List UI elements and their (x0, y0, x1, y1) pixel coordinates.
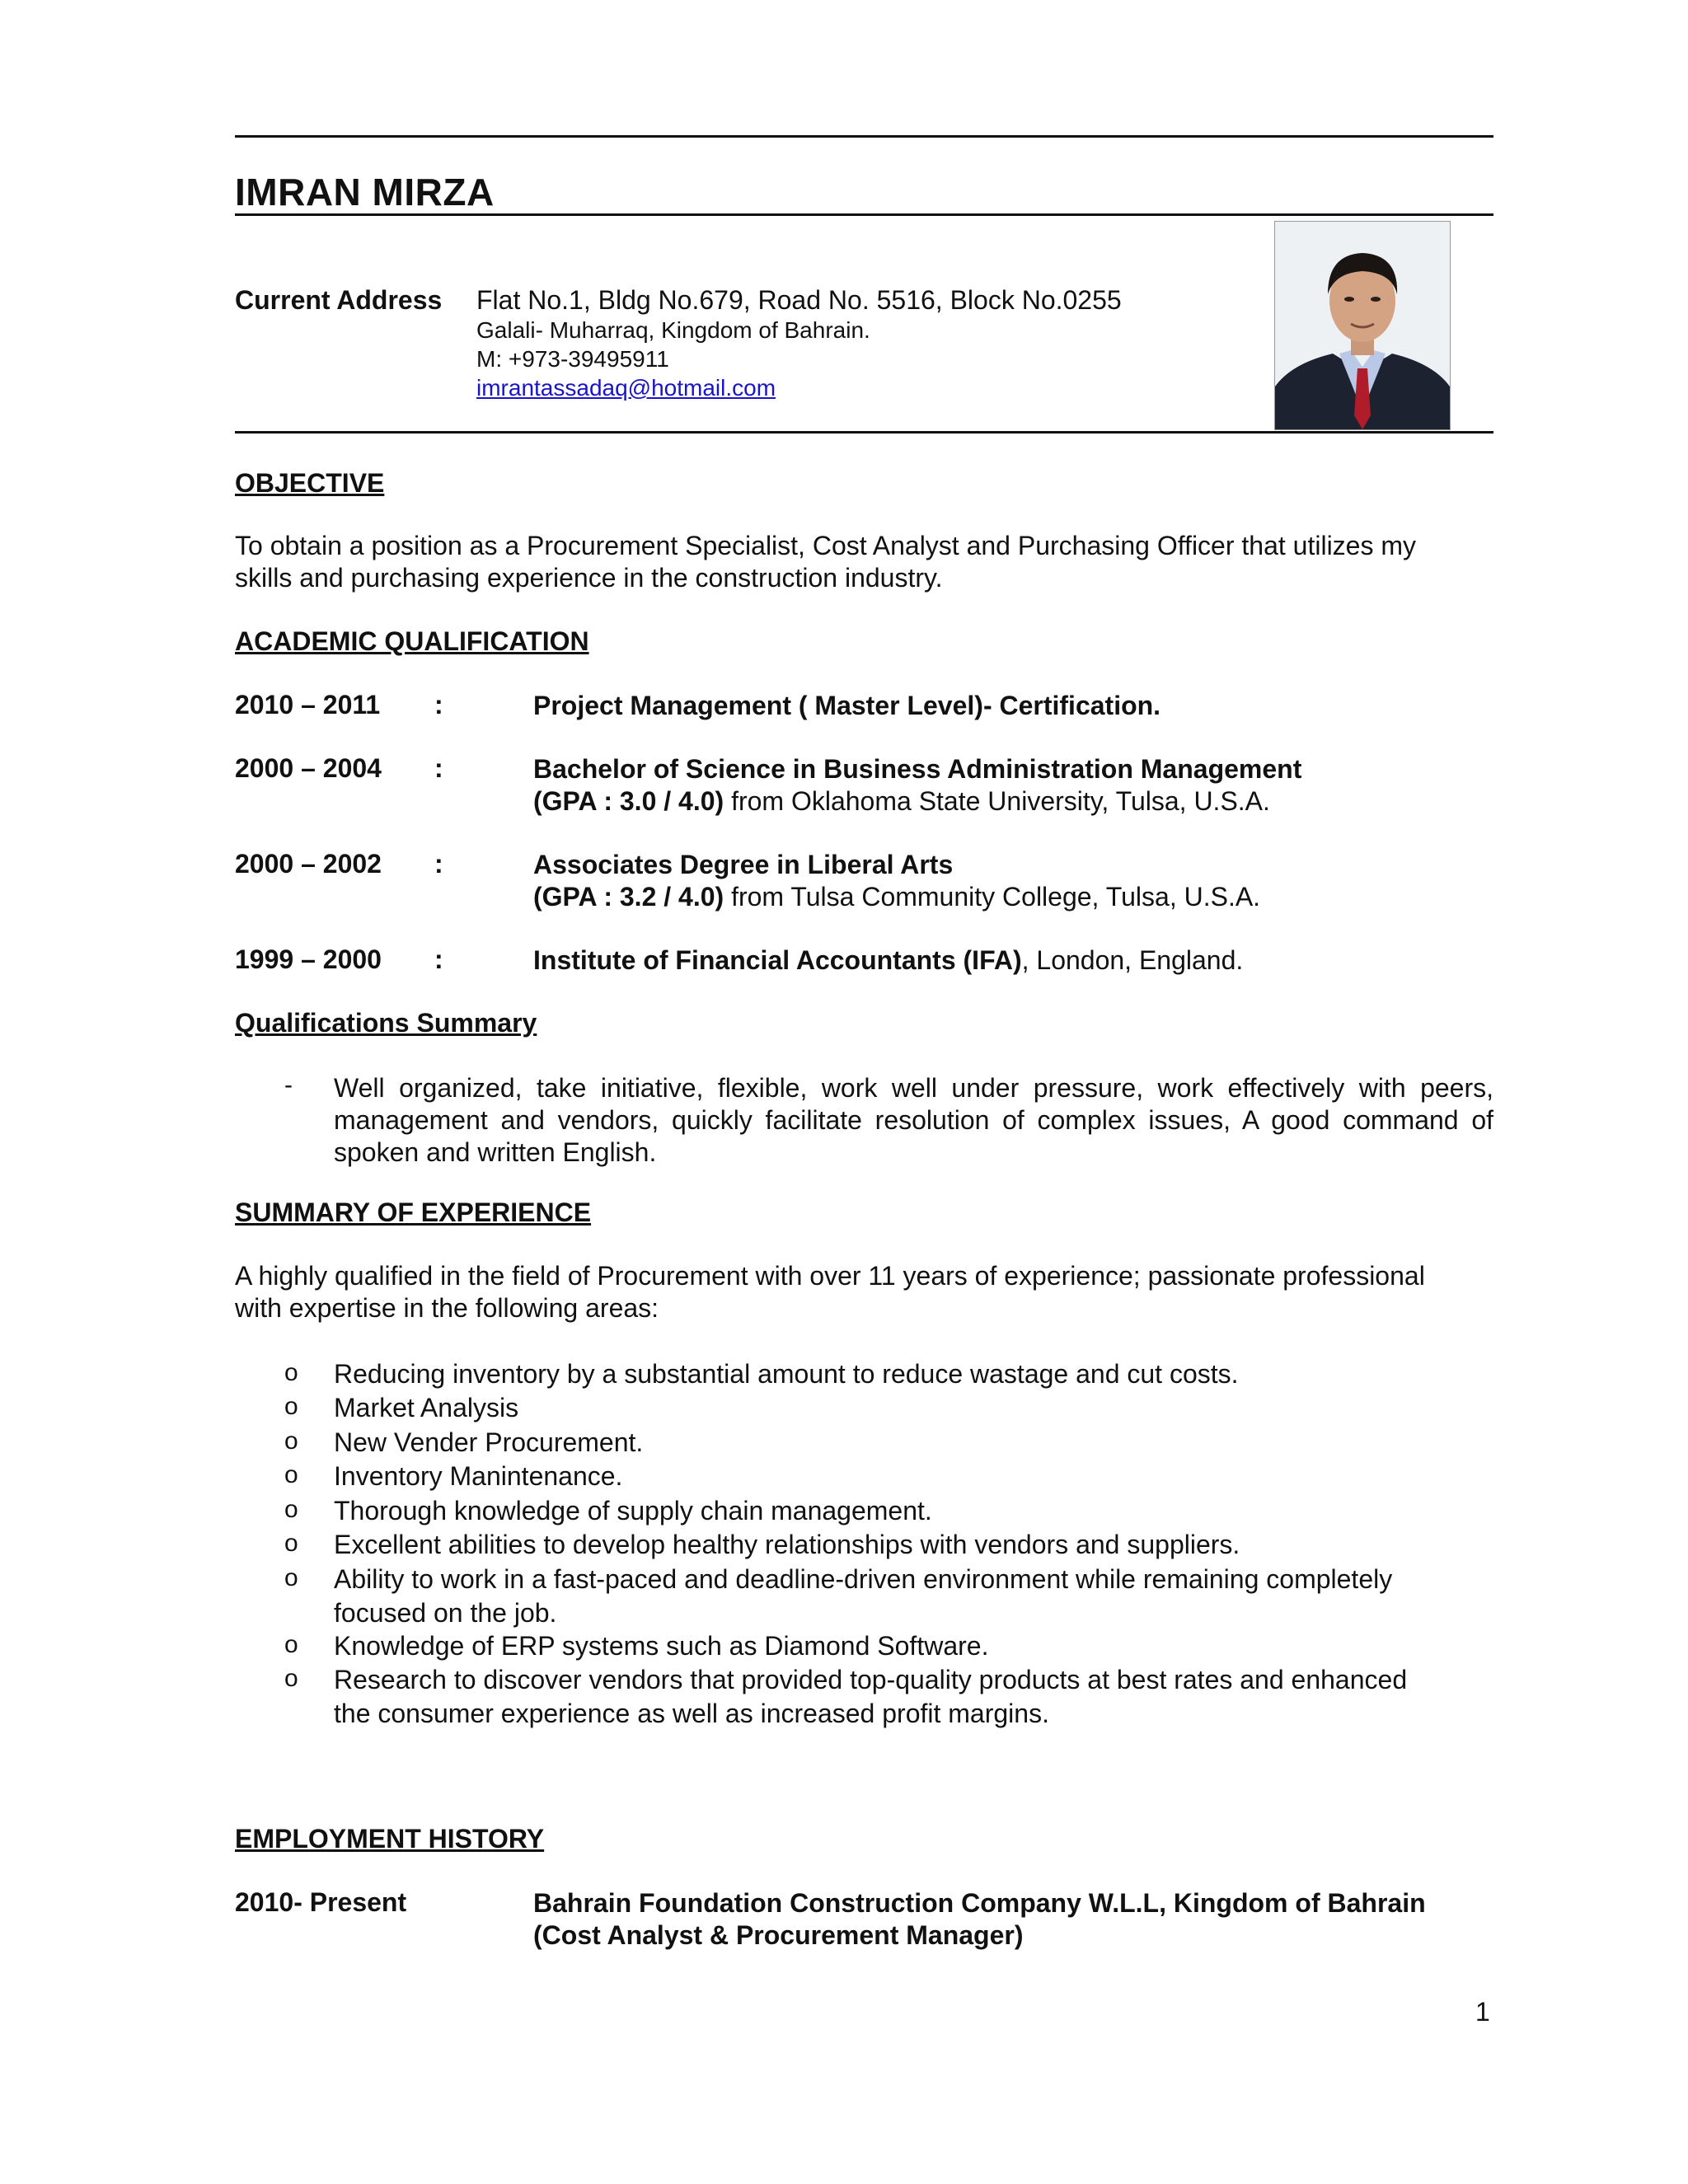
experience-item: Market Analysis (334, 1393, 519, 1422)
name-underline (235, 213, 1493, 216)
objective-line-2: skills and purchasing experience in the construction industry. (235, 563, 943, 593)
top-divider (235, 135, 1493, 138)
experience-heading: SUMMARY OF EXPERIENCE (235, 1197, 592, 1227)
experience-item-continued: focused on the job. (334, 1598, 557, 1628)
qualifications-summary-heading: Qualifications Summary (235, 1008, 537, 1038)
gpa-3: (GPA : 3.2 / 4.0) (533, 882, 724, 912)
circle-bullet: o (284, 1461, 298, 1488)
circle-bullet: o (284, 1665, 298, 1692)
circle-bullet: o (284, 1359, 298, 1386)
experience-item: Inventory Manintenance. (334, 1461, 623, 1491)
circle-bullet: o (284, 1496, 298, 1523)
academic-institution-3: from Tulsa Community College, Tulsa, U.S.A. (724, 882, 1261, 912)
email-link[interactable]: imrantassadaq@hotmail.com (476, 375, 776, 401)
experience-item: Research to discover vendors that provided top-quality products at best rates and enhanced (334, 1665, 1408, 1694)
dash-bullet: - (284, 1071, 293, 1099)
candidate-name: IMRAN MIRZA (235, 171, 495, 213)
address-label: Current Address (235, 285, 443, 315)
qualifications-line-2: management and vendors, quickly facilitate resolution of complex issues, A good command of (334, 1105, 1493, 1135)
academic-title-4: Institute of Financial Accountants (IFA) (533, 945, 1022, 975)
experience-intro-2: with expertise in the following areas: (235, 1293, 659, 1323)
academic-heading: ACADEMIC QUALIFICATION (235, 626, 589, 656)
academic-detail-4 (533, 944, 1493, 977)
circle-bullet: o (284, 1564, 298, 1591)
academic-years-1: 2010 – 2011 (235, 690, 381, 719)
circle-bullet: o (284, 1631, 298, 1658)
circle-bullet: o (284, 1530, 298, 1557)
portrait-photo (1274, 221, 1451, 430)
employment-heading: EMPLOYMENT HISTORY (235, 1824, 545, 1854)
address-line-2: Galali- Muharraq, Kingdom of Bahrain. (476, 317, 870, 343)
academic-title-2: Bachelor of Science in Business Administration Management (533, 754, 1302, 784)
experience-item: Knowledge of ERP systems such as Diamond Software. (334, 1631, 989, 1661)
experience-item: Ability to work in a fast-paced and deadline-driven environment while remaining completely (334, 1564, 1393, 1594)
circle-bullet: o (284, 1427, 298, 1455)
experience-item: Excellent abilities to develop healthy relationships with vendors and suppliers. (334, 1530, 1240, 1559)
objective-heading: OBJECTIVE (235, 468, 385, 498)
academic-detail-2 (533, 785, 1493, 818)
academic-detail-3 (533, 881, 1493, 913)
experience-item: New Vender Procurement. (334, 1427, 644, 1457)
gpa-2: (GPA : 3.0 / 4.0) (533, 786, 724, 816)
academic-location-4: , London, England. (1021, 945, 1244, 975)
academic-title-1: Project Management ( Master Level)- Certification. (533, 691, 1161, 720)
academic-colon-4: : (434, 944, 443, 974)
qualifications-line-1: Well organized, take initiative, flexible, work well under pressure, work effectively with peers, (334, 1073, 1493, 1103)
experience-item: Thorough knowledge of supply chain management. (334, 1496, 932, 1526)
academic-years-3: 2000 – 2002 (235, 849, 382, 879)
employment-role: (Cost Analyst & Procurement Manager) (533, 1920, 1024, 1950)
address-line-1: Flat No.1, Bldg No.679, Road No. 5516, Block No.0255 (476, 285, 1122, 315)
academic-years-4: 1999 – 2000 (235, 944, 382, 974)
employment-period: 2010- Present (235, 1887, 407, 1917)
qualifications-line-3: spoken and written English. (334, 1137, 657, 1167)
portrait-icon (1275, 222, 1450, 429)
academic-colon-2: : (434, 753, 443, 783)
academic-colon-1: : (434, 690, 443, 719)
experience-item-continued: the consumer experience as well as increased profit margins. (334, 1699, 1049, 1728)
experience-item: Reducing inventory by a substantial amount to reduce wastage and cut costs. (334, 1359, 1239, 1389)
page-number: 1 (1475, 1997, 1490, 2027)
academic-years-2: 2000 – 2004 (235, 753, 382, 783)
header-divider (235, 431, 1493, 434)
objective-line-1: To obtain a position as a Procurement Specialist, Cost Analyst and Purchasing Officer that utilizes my (235, 531, 1417, 560)
academic-institution-2: from Oklahoma State University, Tulsa, U.S.A. (724, 786, 1270, 816)
academic-title-3: Associates Degree in Liberal Arts (533, 850, 954, 879)
academic-colon-3: : (434, 849, 443, 879)
experience-intro-1: A highly qualified in the field of Procurement with over 11 years of experience; passionate professional (235, 1261, 1425, 1291)
circle-bullet: o (284, 1393, 298, 1420)
employment-company: Bahrain Foundation Construction Company W.L.L, Kingdom of Bahrain (533, 1888, 1426, 1918)
phone-number: M: +973-39495911 (476, 346, 669, 372)
